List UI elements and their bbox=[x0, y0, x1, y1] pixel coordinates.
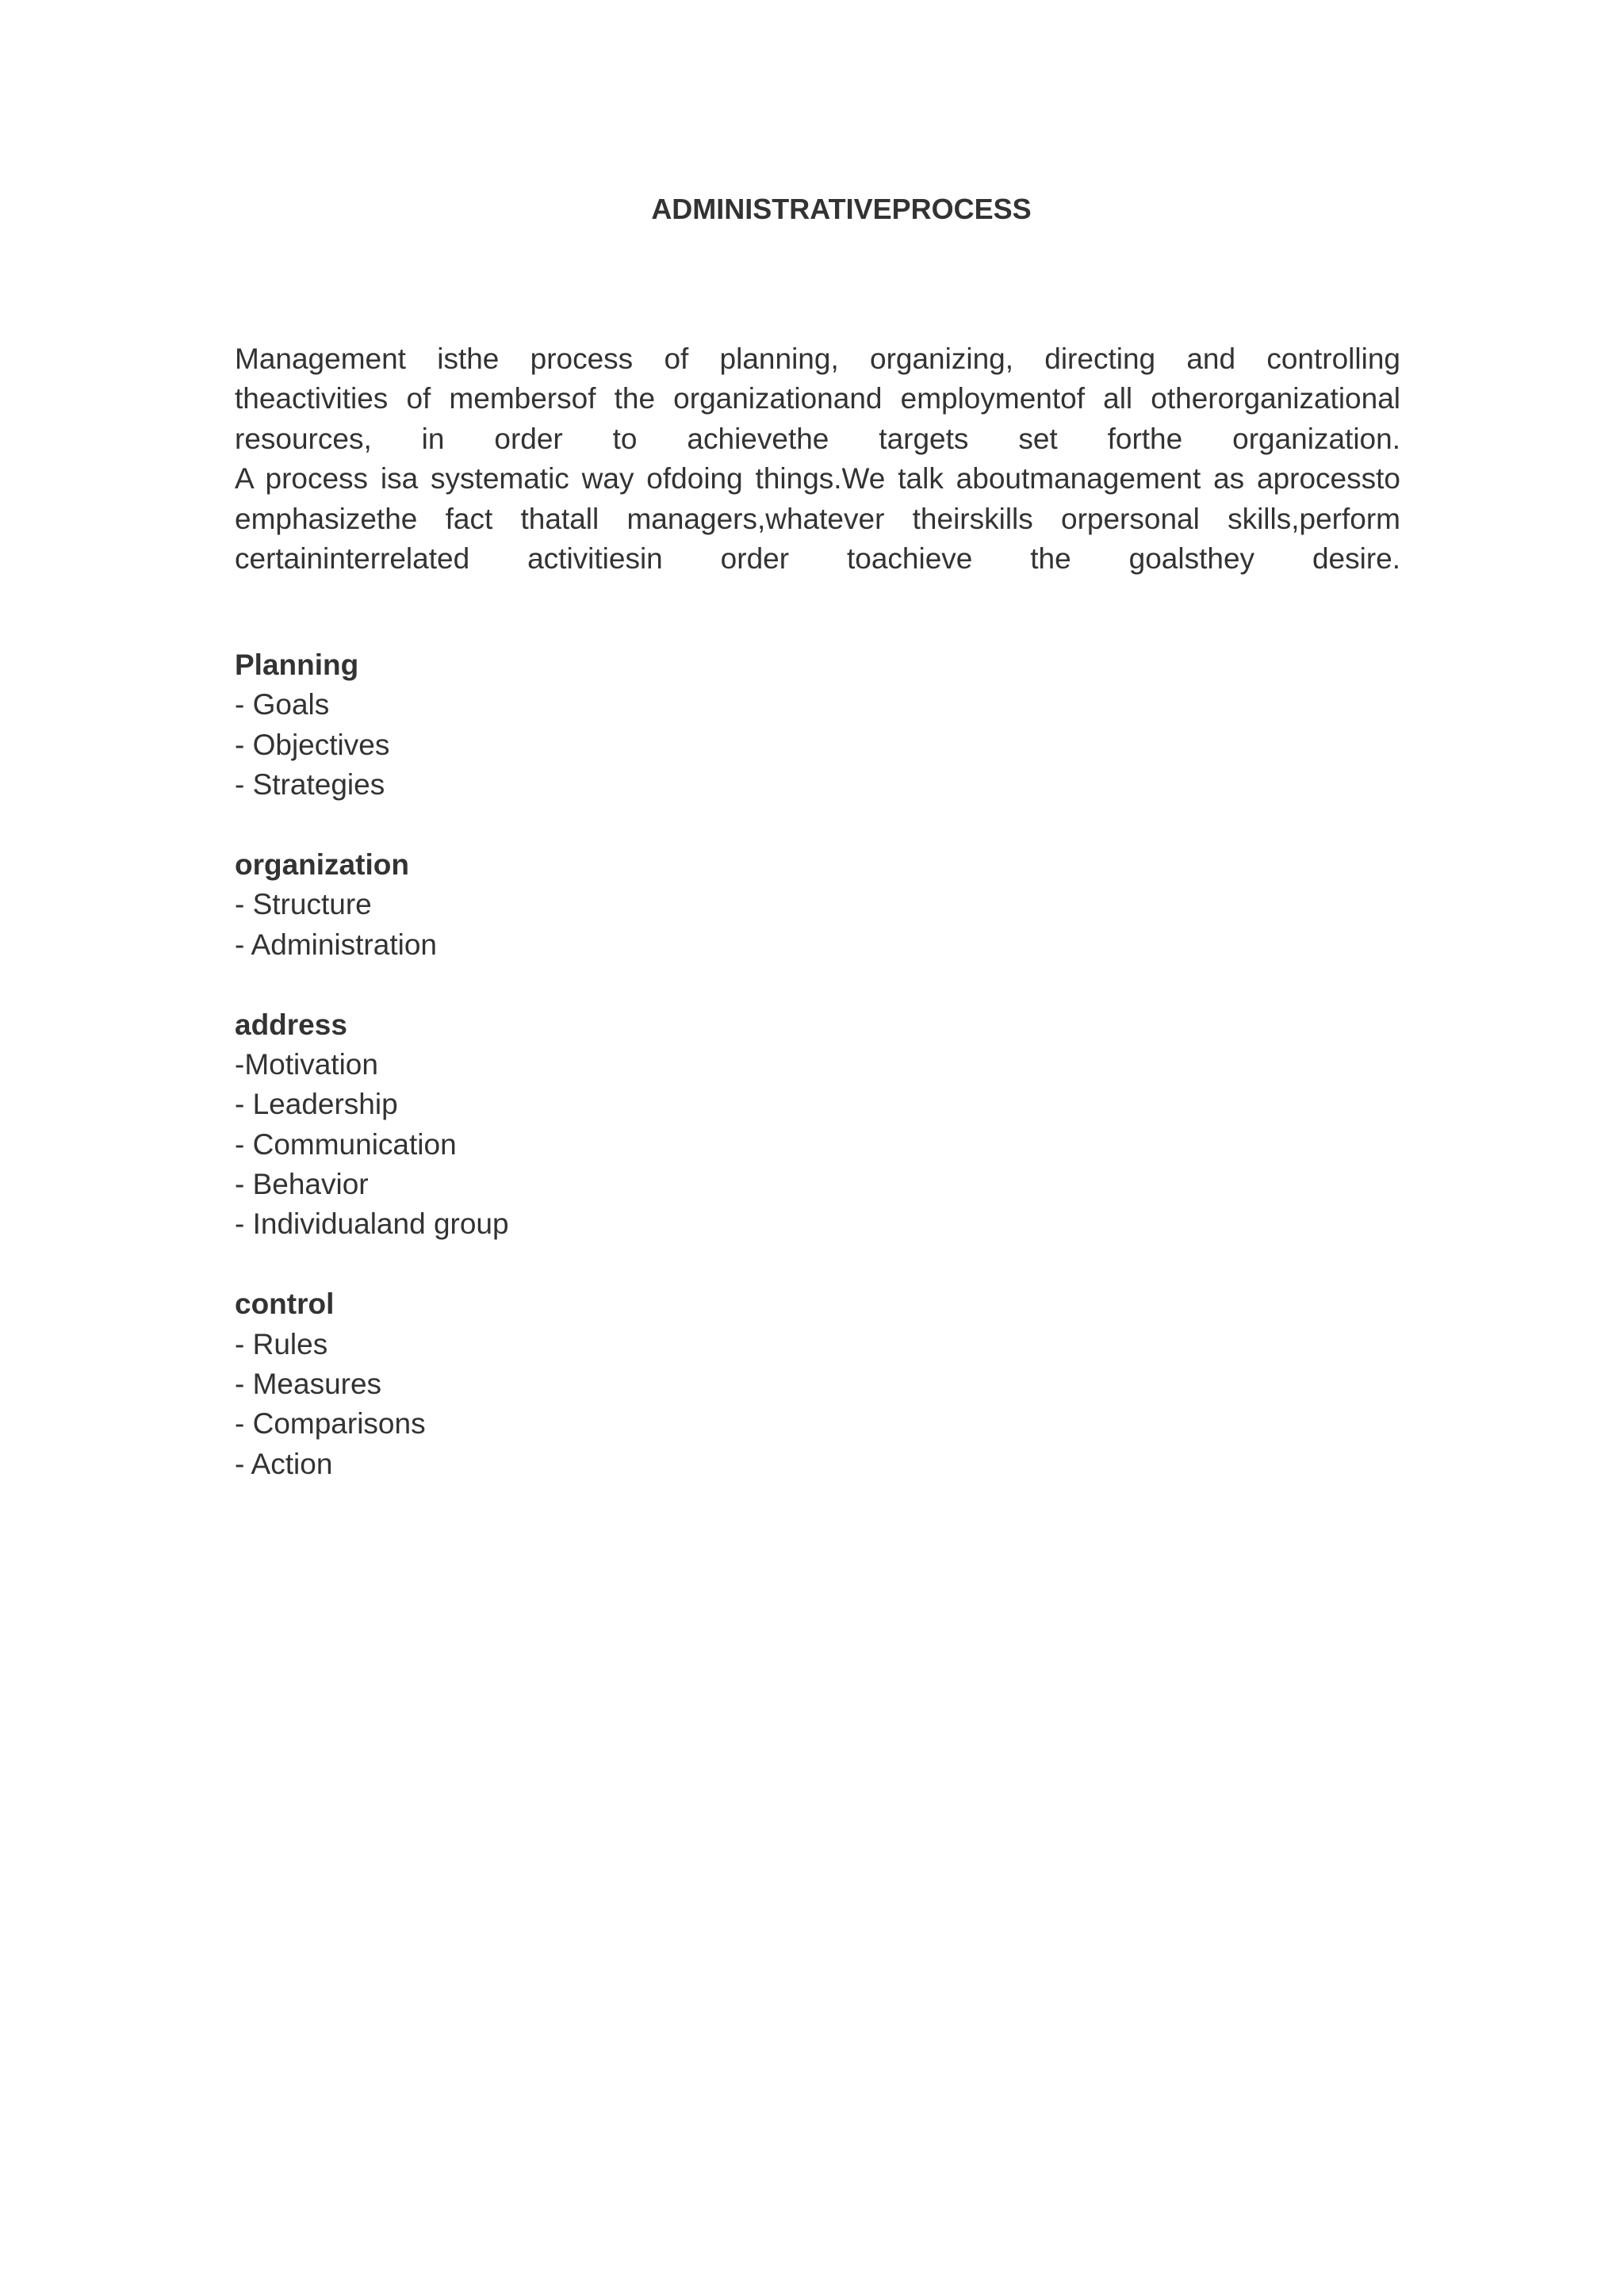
list-item: - Leadership bbox=[235, 1088, 398, 1121]
list-item: - Measures bbox=[235, 1368, 382, 1401]
list-item: - Action bbox=[235, 1447, 333, 1480]
intro-line: Management isthe process of planning, organizing, directing and controlling bbox=[235, 342, 1400, 375]
section-heading: address bbox=[235, 1008, 347, 1041]
list-item: - Objectives bbox=[235, 728, 390, 761]
list-item: - Rules bbox=[235, 1327, 328, 1360]
list-item: - Individualand group bbox=[235, 1207, 509, 1241]
intro-paragraph bbox=[235, 339, 1400, 579]
intro-line: theactivities of membersof the organizationand employmentof all otherorganizational bbox=[235, 382, 1400, 415]
intro-line: resources, in order to achievethe targets set forthe organization. bbox=[235, 422, 1400, 455]
section-heading: control bbox=[235, 1288, 335, 1321]
list-item: - Goals bbox=[235, 688, 330, 721]
section-address bbox=[235, 1005, 1400, 1245]
section-organization bbox=[235, 845, 1400, 965]
section-heading: organization bbox=[235, 848, 409, 881]
section-control bbox=[235, 1284, 1400, 1484]
intro-line: certaininterrelated activitiesin order toachieve the goalsthey desire. bbox=[235, 541, 1400, 575]
list-item: - Structure bbox=[235, 888, 372, 921]
intro-line: emphasizethe fact thatall managers,whatever theirskills orpersonal skills,perform bbox=[235, 502, 1400, 535]
list-item: -Motivation bbox=[235, 1047, 378, 1081]
section-heading: Planning bbox=[235, 649, 359, 681]
document-title: ADMINISTRATIVEPROCESS bbox=[651, 193, 1032, 225]
process-sections bbox=[235, 645, 1400, 1525]
intro-line: A process isa systematic way ofdoing things.We talk aboutmanagement as aprocessto bbox=[235, 462, 1400, 496]
list-item: - Administration bbox=[235, 928, 437, 961]
list-item: - Strategies bbox=[235, 768, 385, 802]
section-planning bbox=[235, 645, 1400, 806]
list-item: - Comparisons bbox=[235, 1407, 426, 1441]
list-item: - Communication bbox=[235, 1127, 457, 1161]
list-item: - Behavior bbox=[235, 1168, 369, 1201]
